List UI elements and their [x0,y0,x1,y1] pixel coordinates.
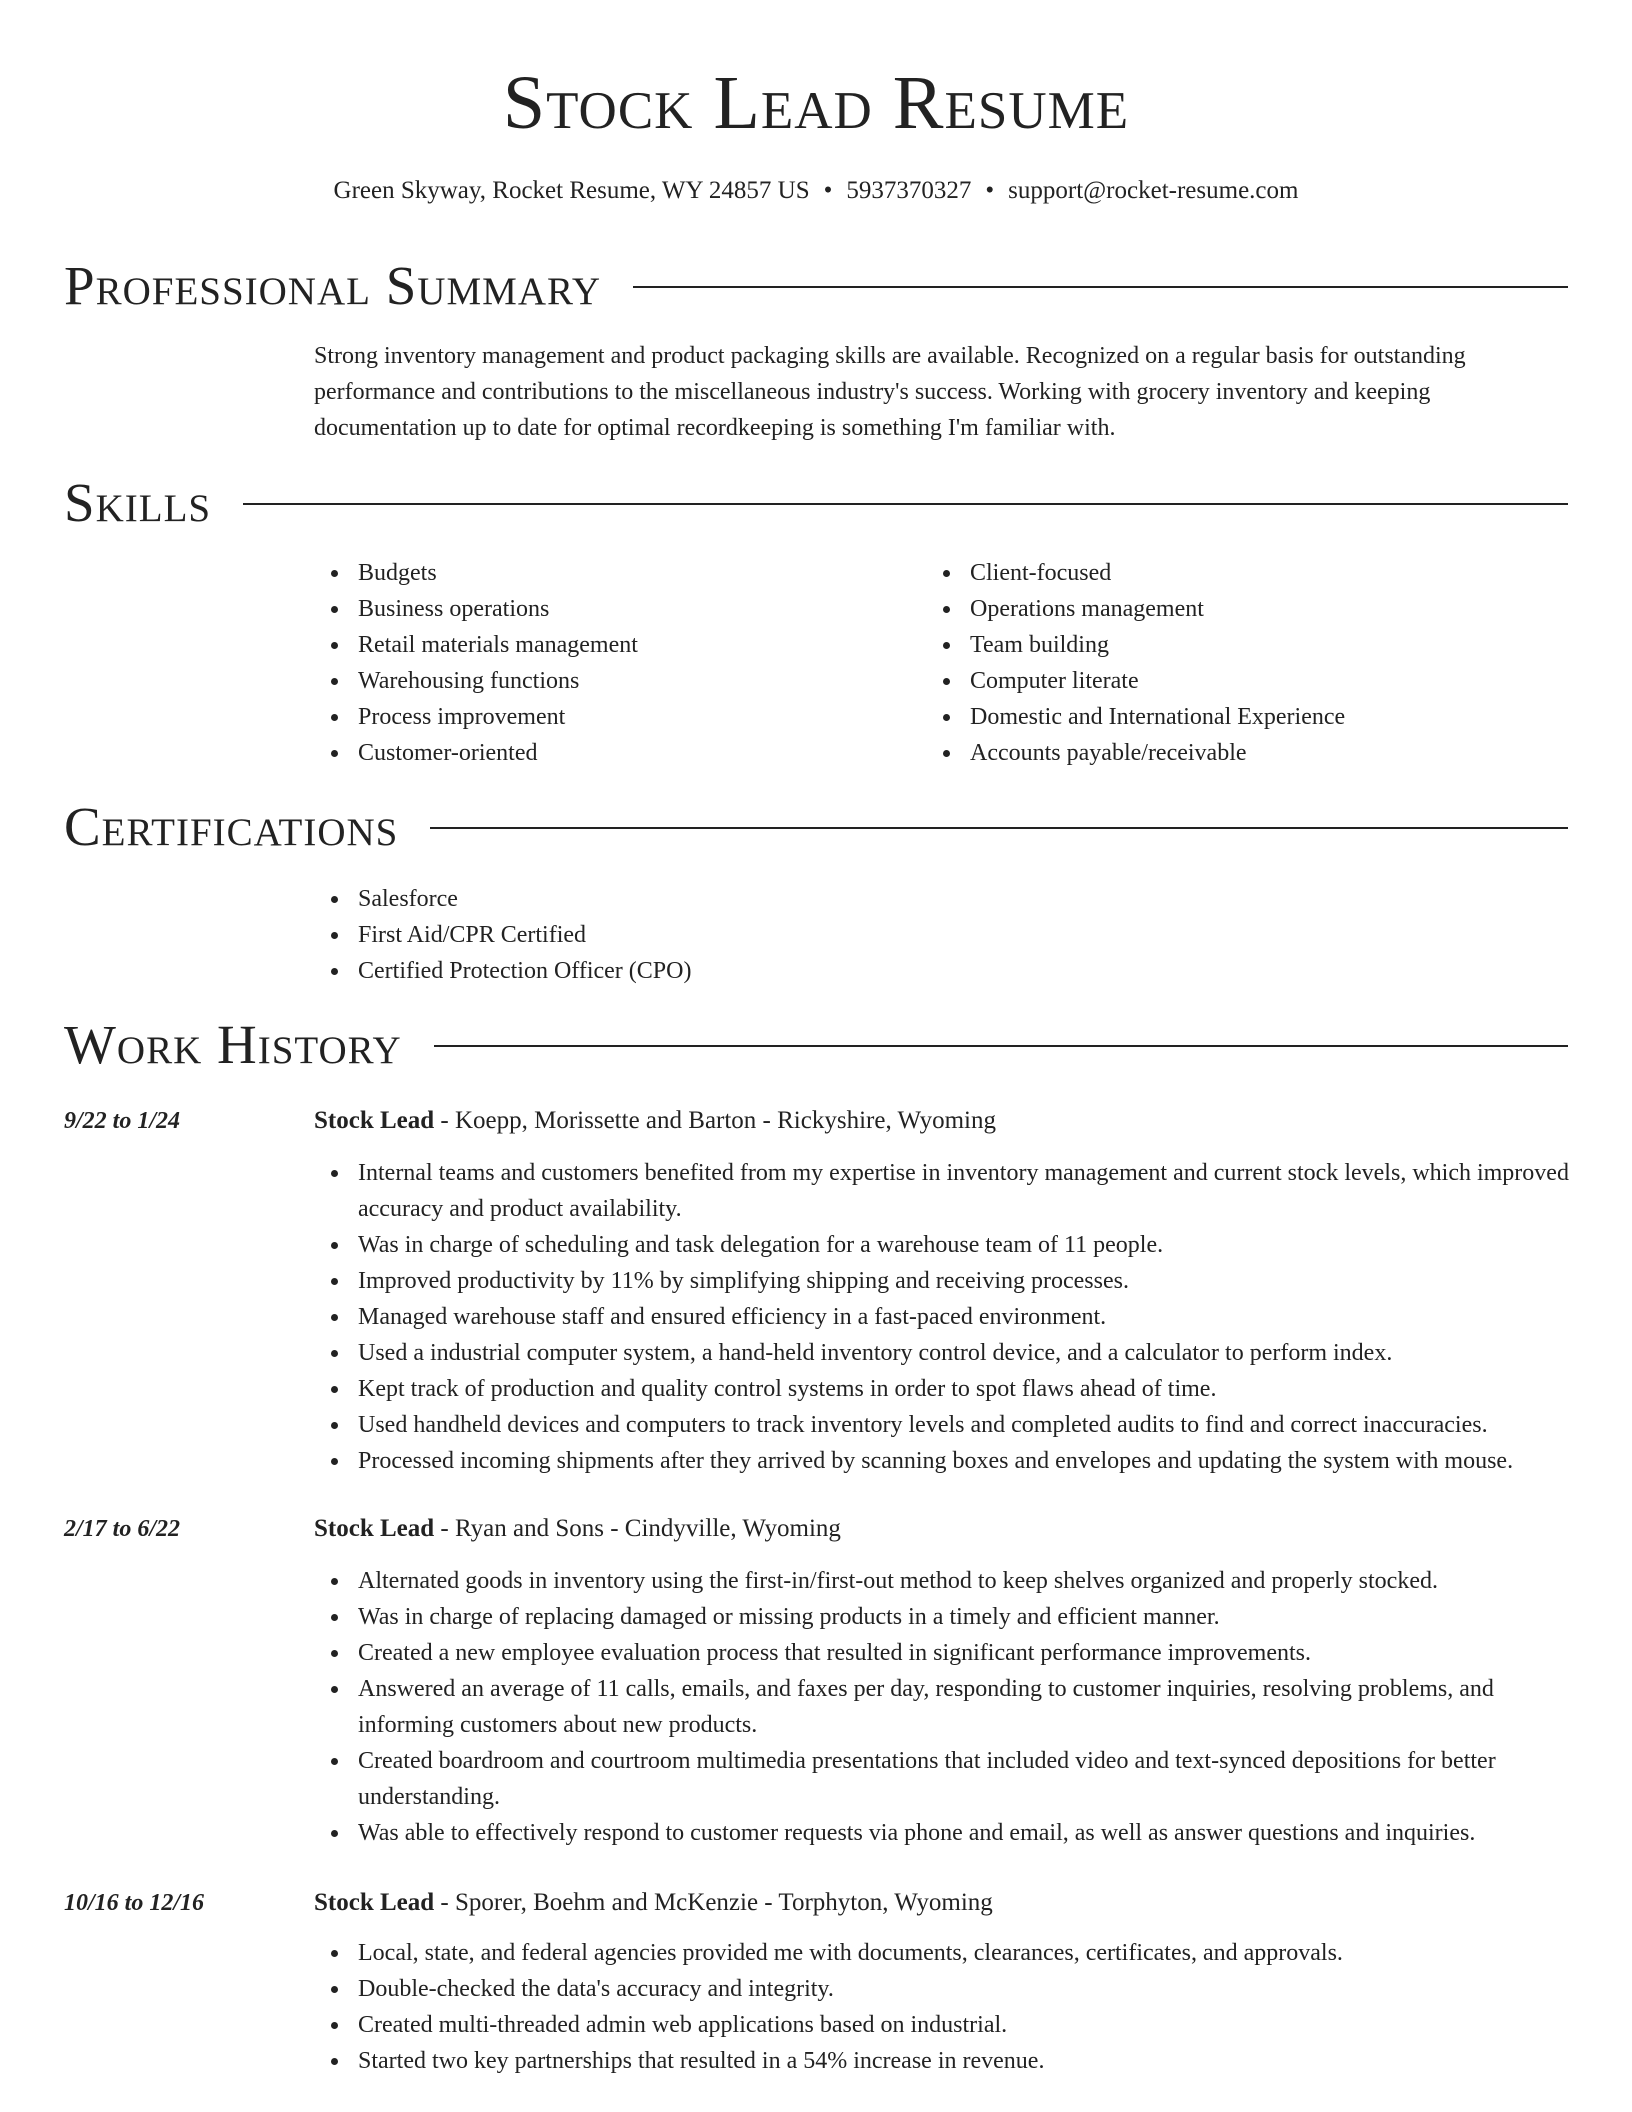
job-bullet: Alternated goods in inventory using the first-in/first-out method to keep shelves organized and properly stocked. [314,1563,1580,1599]
section-title: Certifications [64,796,399,857]
skill-item: Accounts payable/receivable [926,735,1345,771]
job-dates: 9/22 to 1/24 [64,1108,181,1134]
job-bullet: Managed warehouse staff and ensured efficiency in a fast-paced environment. [314,1299,1580,1335]
resume-title: Stock Lead Resume [502,61,1130,145]
job-bullet: Processed incoming shipments after they arrived by scanning boxes and envelopes and updating the system with mouse. [314,1443,1580,1479]
job-bullet: Double-checked the data's accuracy and integrity. [314,1971,1580,2007]
section-title: Professional Summary [64,255,602,316]
job-bullet: Was in charge of replacing damaged or missing products in a timely and efficient manner. [314,1599,1580,1635]
job-bullet: Improved productivity by 11% by simplifying shipping and receiving processes. [314,1263,1580,1299]
skill-item: Domestic and International Experience [926,699,1345,735]
contact-separator: • [823,177,833,204]
certifications-list [314,881,691,989]
job-bullet-list [314,1155,1580,1479]
job-bullet: Internal teams and customers benefited from my expertise in inventory management and current stock levels, which improved accuracy and product availability. [314,1155,1580,1227]
job-role: Stock Lead [314,1107,435,1134]
job-bullet: Answered an average of 11 calls, emails, and faxes per day, responding to customer inquiries, resolving problems, and informing customers about new products. [314,1671,1580,1743]
section-title: Skills [64,472,212,533]
job-bullet: Created boardroom and courtroom multimedia presentations that included video and text-synced depositions for better understanding. [314,1743,1580,1815]
job-heading [314,1886,993,1920]
section-divider [243,503,1568,505]
skill-item: Process improvement [314,699,638,735]
skill-item: Customer-oriented [314,735,638,771]
skills-list-left [314,555,638,771]
job-bullet: Local, state, and federal agencies provided me with documents, clearances, certificates, and approvals. [314,1935,1580,1971]
contact-line [0,174,1632,208]
certification-item: First Aid/CPR Certified [314,917,691,953]
contact-phone: 5937370327 [846,177,972,204]
summary-section-heading [64,254,1568,318]
contact-address: Green Skyway, Rocket Resume, WY 24857 US [333,177,810,204]
job-dates: 2/17 to 6/22 [64,1516,181,1542]
skill-item: Budgets [314,555,638,591]
skill-item: Operations management [926,591,1345,627]
skill-item: Business operations [314,591,638,627]
job-heading [314,1104,996,1138]
job-employer: - Sporer, Boehm and McKenzie - Torphyton, Wyoming [434,1889,993,1916]
job-dates: 10/16 to 12/16 [64,1890,205,1916]
job-bullet: Used a industrial computer system, a hand-held inventory control device, and a calculator to perform index. [314,1335,1580,1371]
skill-item: Warehousing functions [314,663,638,699]
job-bullet: Kept track of production and quality control systems in order to spot flaws ahead of time. [314,1371,1580,1407]
certification-item: Certified Protection Officer (CPO) [314,953,691,989]
job-heading [314,1512,841,1546]
skill-item: Computer literate [926,663,1345,699]
certification-item: Salesforce [314,881,691,917]
work-history-section-heading [64,1013,1568,1077]
skills-list-right [926,555,1345,771]
contact-email[interactable]: support@rocket-resume.com [1008,177,1299,204]
skill-item: Team building [926,627,1345,663]
skills-section-heading [64,471,1568,535]
section-divider [434,1045,1568,1047]
job-employer: - Koepp, Morissette and Barton - Rickyshire, Wyoming [434,1107,996,1134]
skill-item: Client-focused [926,555,1345,591]
job-bullet: Was able to effectively respond to customer requests via phone and email, as well as answer questions and inquiries. [314,1815,1580,1851]
job-role: Stock Lead [314,1889,435,1916]
job-role: Stock Lead [314,1515,435,1542]
job-bullet: Used handheld devices and computers to track inventory levels and completed audits to find and correct inaccuracies. [314,1407,1580,1443]
contact-separator: • [985,177,995,204]
section-title: Work History [64,1014,402,1075]
section-divider [430,827,1568,829]
section-divider [633,286,1568,288]
job-bullet-list [314,1563,1580,1851]
job-bullet-list [314,1935,1580,2079]
job-bullet: Was in charge of scheduling and task delegation for a warehouse team of 11 people. [314,1227,1580,1263]
certifications-section-heading [64,795,1568,859]
skill-item: Retail materials management [314,627,638,663]
job-bullet: Started two key partnerships that resulted in a 54% increase in revenue. [314,2043,1580,2079]
job-bullet: Created a new employee evaluation process that resulted in significant performance improvements. [314,1635,1580,1671]
job-bullet: Created multi-threaded admin web applications based on industrial. [314,2007,1580,2043]
job-employer: - Ryan and Sons - Cindyville, Wyoming [434,1515,841,1542]
summary-text: Strong inventory management and product packaging skills are available. Recognized on a regular basis for outstanding performance and contributions to the miscellaneous industry's success. Working with grocery inventory and keeping documentation up to date for optimal recordkeeping is something I'm familiar with. [314,343,1466,441]
